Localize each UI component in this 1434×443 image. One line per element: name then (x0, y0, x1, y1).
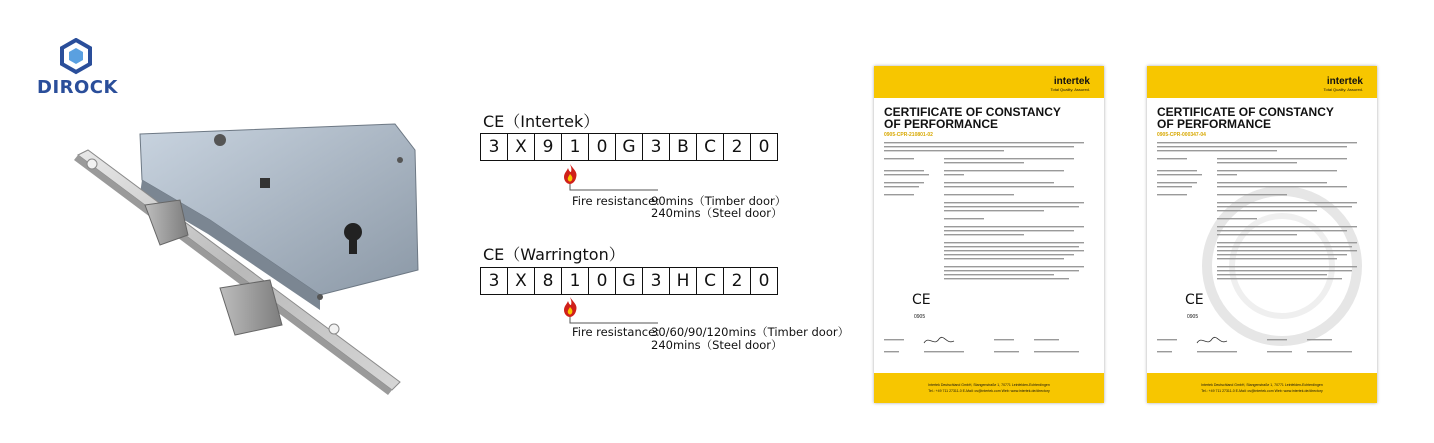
certificate-number: 0905-CPR-000347-04 (1157, 132, 1206, 138)
code-cell: 0 (589, 268, 616, 294)
mortise-lock-image (70, 120, 430, 400)
code-cell: 2 (724, 268, 751, 294)
brand-name: DIROCK (37, 77, 118, 98)
intertek-tagline: Total Quality. Assured. (1050, 87, 1090, 92)
code-row-intertek (480, 133, 778, 161)
certificate-title-line1: CERTIFICATE OF CONSTANCY (1157, 105, 1334, 119)
fire-rating-steel-intertek: 240mins（Steel door） (651, 206, 783, 220)
code-cell: B (670, 134, 697, 160)
code-cell: 0 (758, 137, 770, 157)
intertek-tagline: Total Quality. Assured. (1323, 87, 1363, 92)
fire-rating-timber-intertek: 90mins（Timber door） (651, 194, 787, 208)
code-cell: 3 (643, 268, 670, 294)
certificate-document-2 (1147, 66, 1377, 403)
certificate-number: 0905-CPR-210801-02 (884, 132, 933, 138)
code-cell: 3 (481, 268, 508, 294)
cert-title-warrington: CE（Warrington） (483, 245, 625, 264)
code-cell: 3 (481, 134, 508, 160)
cert-title-intertek: CE（Intertek） (483, 112, 600, 131)
certificate-title-line2: OF PERFORMANCE (1157, 117, 1271, 131)
certificate-body-text (1157, 142, 1367, 292)
code-cell: G (616, 134, 643, 160)
code-cell: X (508, 134, 535, 160)
code-cell: C (697, 268, 724, 294)
issuer-contact: Tel.: +49 711 27311-0 E-Mail: cs@intertek.com Web: www.intertek.de/directory (928, 389, 1050, 393)
signature-block (884, 331, 1094, 361)
notified-body-number: 0905 (1187, 314, 1199, 320)
fire-icon (560, 162, 660, 196)
issuer-address: Intertek Deutschland GmbH, Stangenstraße 1, 70771 Leinfelden-Echterdingen (928, 383, 1050, 387)
signature-block (1157, 331, 1367, 361)
code-cell: 3 (643, 134, 670, 160)
certificate-document-1 (874, 66, 1104, 403)
code-cell: H (670, 268, 697, 294)
code-cell: X (508, 268, 535, 294)
code-cell: 0 (758, 271, 770, 291)
code-cell: 0 (589, 134, 616, 160)
code-cell: C (697, 134, 724, 160)
ce-mark: CE (912, 292, 931, 308)
code-cell: G (616, 268, 643, 294)
certificate-footer-band (1147, 373, 1377, 403)
fire-icon (560, 295, 660, 329)
certificate-footer-band (874, 373, 1104, 403)
fire-rating-steel-warrington: 240mins（Steel door） (651, 338, 783, 352)
certificate-body-text (884, 142, 1094, 292)
ce-mark: CE (1185, 292, 1204, 308)
fire-label-warrington: Fire resistance： (572, 325, 667, 339)
fire-rating-timber-warrington: 30/60/90/120mins（Timber door） (651, 325, 850, 339)
issuer-contact: Tel.: +49 711 27311-0 E-Mail: cs@intertek.com Web: www.intertek.de/directory (1201, 389, 1323, 393)
code-row-warrington (480, 267, 778, 295)
intertek-logo: intertek (1053, 76, 1090, 87)
code-cell: 2 (724, 134, 751, 160)
issuer-address: Intertek Deutschland GmbH, Stangenstraße 1, 70771 Leinfelden-Echterdingen (1201, 383, 1323, 387)
certificate-title (884, 106, 1094, 130)
code-cell: 9 (535, 134, 562, 160)
code-cell: 1 (562, 134, 589, 160)
certificate-title-line2: OF PERFORMANCE (884, 117, 998, 131)
code-cell: 1 (562, 268, 589, 294)
fire-label-intertek: Fire resistance： (572, 194, 667, 208)
certificate-header-band (874, 66, 1104, 98)
certificate-header-band (1147, 66, 1377, 98)
notified-body-number: 0905 (914, 314, 926, 320)
certificate-title-line1: CERTIFICATE OF CONSTANCY (884, 105, 1061, 119)
certificate-title (1157, 106, 1367, 130)
intertek-logo: intertek (1326, 76, 1363, 87)
code-cell: 8 (535, 268, 562, 294)
